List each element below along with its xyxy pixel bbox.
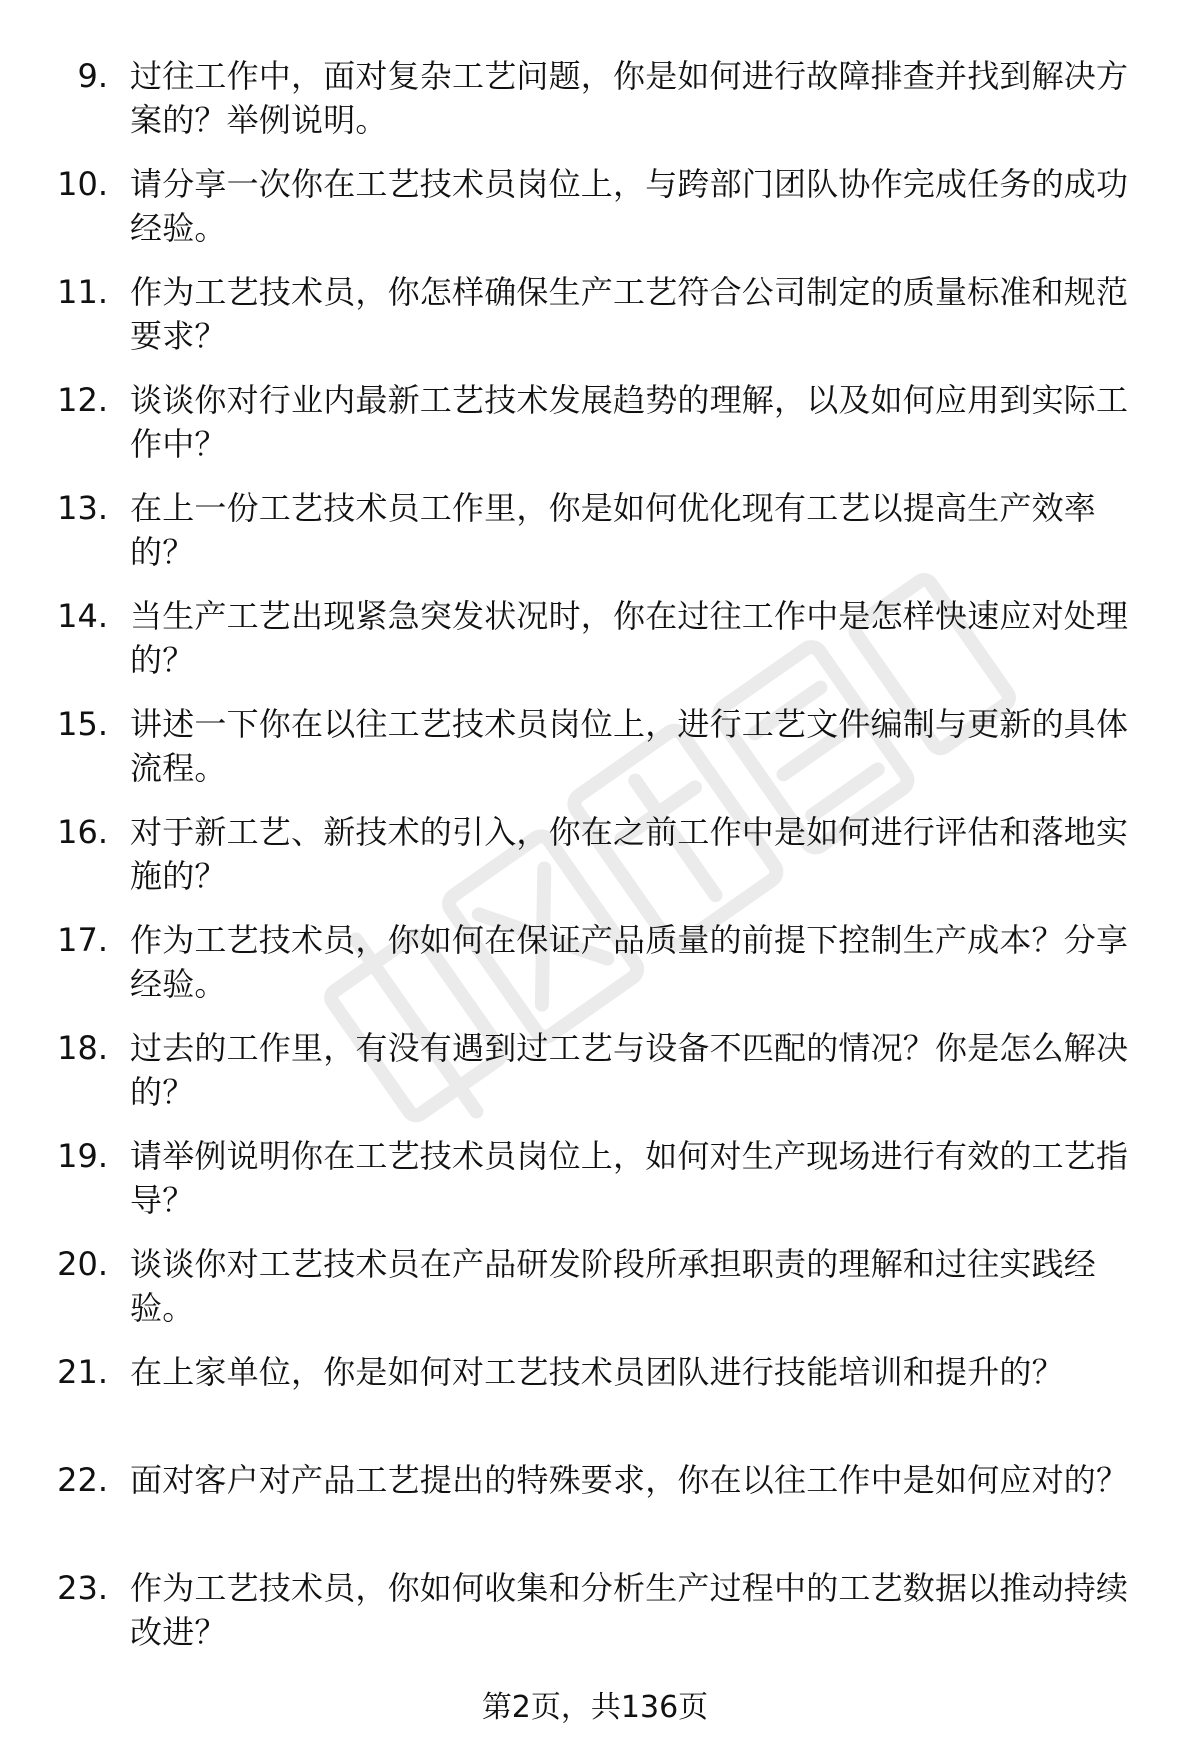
question-text: 作为工艺技术员，你如何在保证产品质量的前提下控制生产成本？分享经验。 [130, 921, 1129, 1003]
list-item [0, 1020, 1190, 1128]
list-item [0, 48, 1190, 156]
question-number: 19. [57, 1137, 108, 1175]
question-number: 14. [57, 597, 108, 635]
question-text: 请分享一次你在工艺技术员岗位上，与跨部门团队协作完成任务的成功经验。 [130, 165, 1129, 247]
question-text: 请举例说明你在工艺技术员岗位上，如何对生产现场进行有效的工艺指导？ [130, 1137, 1129, 1219]
list-item [0, 1452, 1190, 1560]
question-number: 9. [77, 57, 108, 95]
list-item [0, 1560, 1190, 1668]
list-item [0, 1236, 1190, 1344]
question-text: 对于新工艺、新技术的引入，你在之前工作中是如何进行评估和落地实施的？ [130, 813, 1129, 895]
list-item [0, 156, 1190, 264]
list-item [0, 1128, 1190, 1236]
question-text: 在上家单位，你是如何对工艺技术员团队进行技能培训和提升的？ [130, 1353, 1064, 1391]
question-number: 21. [57, 1353, 108, 1391]
question-number: 22. [57, 1461, 108, 1499]
list-item [0, 264, 1190, 372]
question-text: 面对客户对产品工艺提出的特殊要求，你在以往工作中是如何应对的？ [130, 1461, 1129, 1499]
question-text: 作为工艺技术员，你如何收集和分析生产过程中的工艺数据以推动持续改进？ [130, 1569, 1129, 1651]
question-number: 18. [57, 1029, 108, 1067]
question-number: 20. [57, 1245, 108, 1283]
list-item [0, 804, 1190, 912]
question-list [0, 48, 1190, 1668]
list-item [0, 588, 1190, 696]
list-item [0, 480, 1190, 588]
question-number: 13. [57, 489, 108, 527]
question-number: 15. [57, 705, 108, 743]
question-number: 10. [57, 165, 108, 203]
question-number: 23. [57, 1569, 108, 1607]
question-text: 在上一份工艺技术员工作里，你是如何优化现有工艺以提高生产效率的？ [130, 489, 1097, 571]
list-item [0, 912, 1190, 1020]
question-text: 过去的工作里，有没有遇到过工艺与设备不匹配的情况？你是怎么解决的？ [130, 1029, 1129, 1111]
list-item [0, 1344, 1190, 1452]
question-text: 作为工艺技术员，你怎样确保生产工艺符合公司制定的质量标准和规范要求？ [130, 273, 1129, 355]
question-number: 17. [57, 921, 108, 959]
question-number: 12. [57, 381, 108, 419]
question-text: 谈谈你对工艺技术员在产品研发阶段所承担职责的理解和过往实践经验。 [130, 1245, 1097, 1327]
list-item [0, 372, 1190, 480]
page-footer: 第2页，共136页 [481, 1690, 709, 1725]
question-number: 11. [57, 273, 108, 311]
question-text: 过往工作中，面对复杂工艺问题，你是如何进行故障排查并找到解决方案的？举例说明。 [130, 57, 1129, 139]
question-text: 谈谈你对行业内最新工艺技术发展趋势的理解，以及如何应用到实际工作中？ [130, 381, 1129, 463]
question-text: 当生产工艺出现紧急突发状况时，你在过往工作中是怎样快速应对处理的？ [130, 597, 1129, 679]
question-text: 讲述一下你在以往工艺技术员岗位上，进行工艺文件编制与更新的具体流程。 [130, 705, 1129, 787]
list-item [0, 696, 1190, 804]
question-number: 16. [57, 813, 108, 851]
